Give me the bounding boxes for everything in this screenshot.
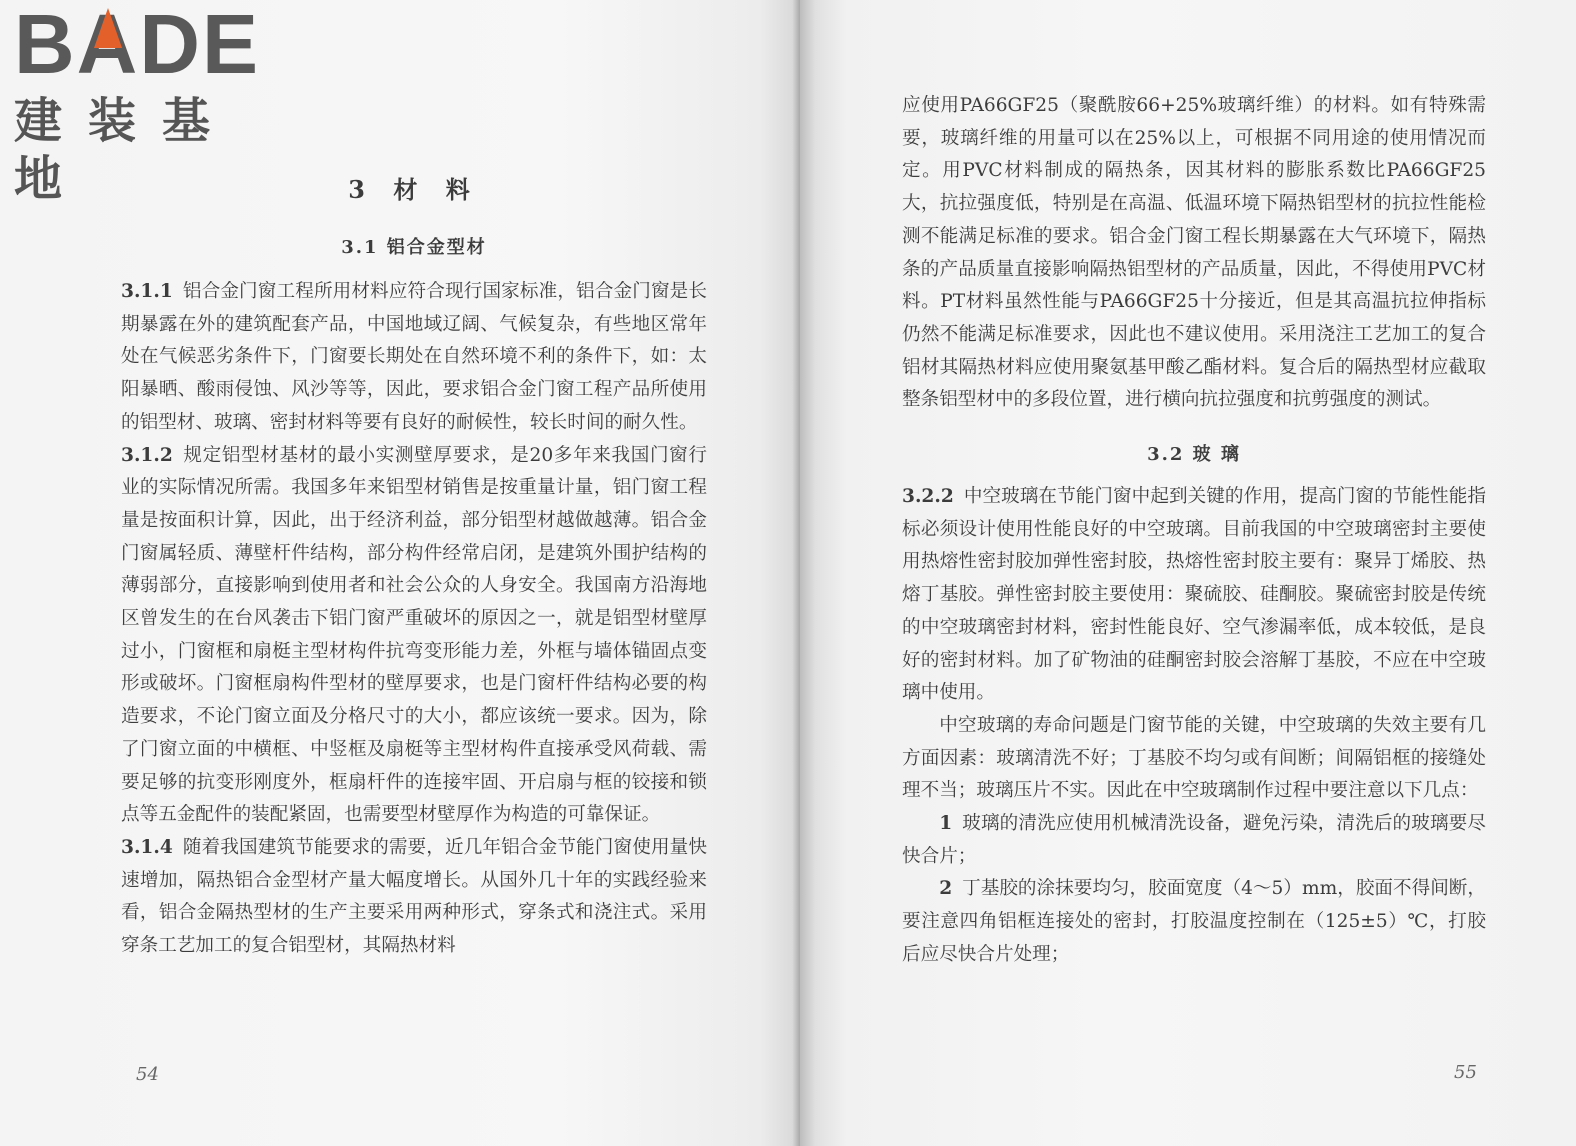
clause-number: 3.1.1 <box>121 281 173 302</box>
logo-wordmark <box>14 0 304 91</box>
list-number: 2 <box>939 878 953 900</box>
section-title-3-1: 3.1 铝合金型材 <box>341 237 487 258</box>
clause-text: 随着我国建筑节能要求的需要，近几年铝合金节能门窗使用量快速增加，隔热铝合金型材产量大幅度增长。从国外几十年的实践经验来看，铝合金隔热型材的生产主要采用两种形式，穿条式和浇注式。采用穿条工艺加工的复合铝型材，其隔热材料 <box>121 836 707 957</box>
clause-3-2-2 <box>902 481 1486 710</box>
logo-letter-d: D <box>139 0 203 91</box>
list-number: 1 <box>939 813 953 835</box>
clause-text: 铝合金门窗工程所用材料应符合现行国家标准，铝合金门窗是长期暴露在外的建筑配套产品，中国地域辽阔、气候复杂，有些地区常年处在气候恶劣条件下，门窗要长期处在自然环境不利的条件下，如：太阳暴晒、酸雨侵蚀、风沙等等，因此，要求铝合金门窗工程产品所使用的铝型材、玻璃、密封材料等要有良好的耐候性，较长时间的耐久性。 <box>121 281 707 433</box>
logo-letter-b: B <box>14 0 77 91</box>
logo-letter-a: A <box>76 0 140 91</box>
page-number-left: 54 <box>136 1064 159 1085</box>
right-page-body <box>902 90 1486 972</box>
logo-letter-e: E <box>202 0 261 91</box>
section-title-3-2: 3.2 玻 璃 <box>1147 444 1241 466</box>
list-item-1 <box>902 808 1486 873</box>
list-item-2 <box>902 873 1486 971</box>
left-page-body <box>121 170 707 963</box>
clause-3-1-4 <box>121 832 707 963</box>
chapter-title: 3 材 料 <box>348 175 480 204</box>
continued-paragraph: 应使用PA66GF25（聚酰胺66+25%玻璃纤维）的材料。如有特殊需要，玻璃纤维的用量可以在25%以上，可根据不同用途的使用情况而定。用PVC材料制成的隔热条，因其材料的膨胀系数比PA66GF25大，抗拉强度低，特别是在高温、低温环境下隔热铝型材的抗拉性能检测不能满足标准的要求。铝合金门窗工程长期暴露在大气环境下，隔热条的产品质量直接影响隔热铝型材的产品质量，因此，不得使用PVC材料。PT材料虽然性能与PA66GF25十分接近，但是其高温抗拉伸指标仍然不能满足标准要求，因此也不建议使用。采用浇注工艺加工的复合铝材其隔热材料应使用聚氨基甲酸乙酯材料。复合后的隔热型材应截取整条铝型材中的多段位置，进行横向抗拉强度和抗剪强度的测试。 <box>902 95 1486 411</box>
bade-logo <box>14 0 304 207</box>
clause-3-1-1 <box>121 276 707 440</box>
list-text: 玻璃的清洗应使用机械清洗设备，避免污染，清洗后的玻璃要尽快合片； <box>902 813 1486 867</box>
lifespan-paragraph: 中空玻璃的寿命问题是门窗节能的关键，中空玻璃的失效主要有几方面因素：玻璃清洗不好；丁基胶不均匀或有间断；间隔铝框的接缝处理不当；玻璃压片不实。因此在中空玻璃制作过程中要注意以下几点： <box>902 714 1486 802</box>
clause-number: 3.1.2 <box>121 444 173 466</box>
page-number-right: 55 <box>1454 1062 1477 1083</box>
logo-chinese-text: 建装基地 <box>14 93 237 207</box>
clause-number: 3.1.4 <box>121 836 173 858</box>
list-text: 丁基胶的涂抹要均匀，胶面宽度（4～5）mm，胶面不得间断，要注意四角铝框连接处的密封，打胶温度控制在（125±5）℃，打胶后应尽快合片处理； <box>902 878 1486 965</box>
clause-text: 中空玻璃在节能门窗中起到关键的作用，提高门窗的节能性能指标必须设计使用性能良好的中空玻璃。目前我国的中空玻璃密封主要使用热熔性密封胶加弹性密封胶，热熔性密封胶主要有：聚异丁烯胶、热熔丁基胶。弹性密封胶主要使用：聚硫胶、硅酮胶。聚硫密封胶是传统的中空玻璃密封材料，密封性能良好、空气渗漏率低，成本较低，是良好的密封材料。加了矿物油的硅酮密封胶会溶解丁基胶，不应在中空玻璃中使用。 <box>902 486 1486 704</box>
clause-number: 3.2.2 <box>902 486 954 508</box>
clause-text: 规定铝型材基材的最小实测壁厚要求，是20多年来我国门窗行业的实际情况所需。我国多年来铝型材销售是按重量计量，铝门窗工程量是按面积计算，因此，出于经济利益，部分铝型材越做越薄。铝合金门窗属轻质、薄壁杆件结构，部分构件经常启闭，是建筑外围护结构的薄弱部分，直接影响到使用者和社会公众的人身安全。我国南方沿海地区曾发生的在台风袭击下铝门窗严重破坏的原因之一，就是铝型材壁厚过小，门窗框和扇梃主型材构件抗弯变形能力差，外框与墙体锚固点变形或破坏。门窗框扇构件型材的壁厚要求，也是门窗杆件结构必要的构造要求，不论门窗立面及分格尺寸的大小，都应该统一要求。因为，除了门窗立面的中横框、中竖框及扇梃等主型材构件直接承受风荷载、需要足够的抗变形刚度外，框扇杆件的连接牢固、开启扇与框的铰接和锁点等五金配件的装配紧固，也需要型材壁厚作为构造的可靠保证。 <box>121 444 707 826</box>
clause-3-1-2 <box>121 440 707 832</box>
